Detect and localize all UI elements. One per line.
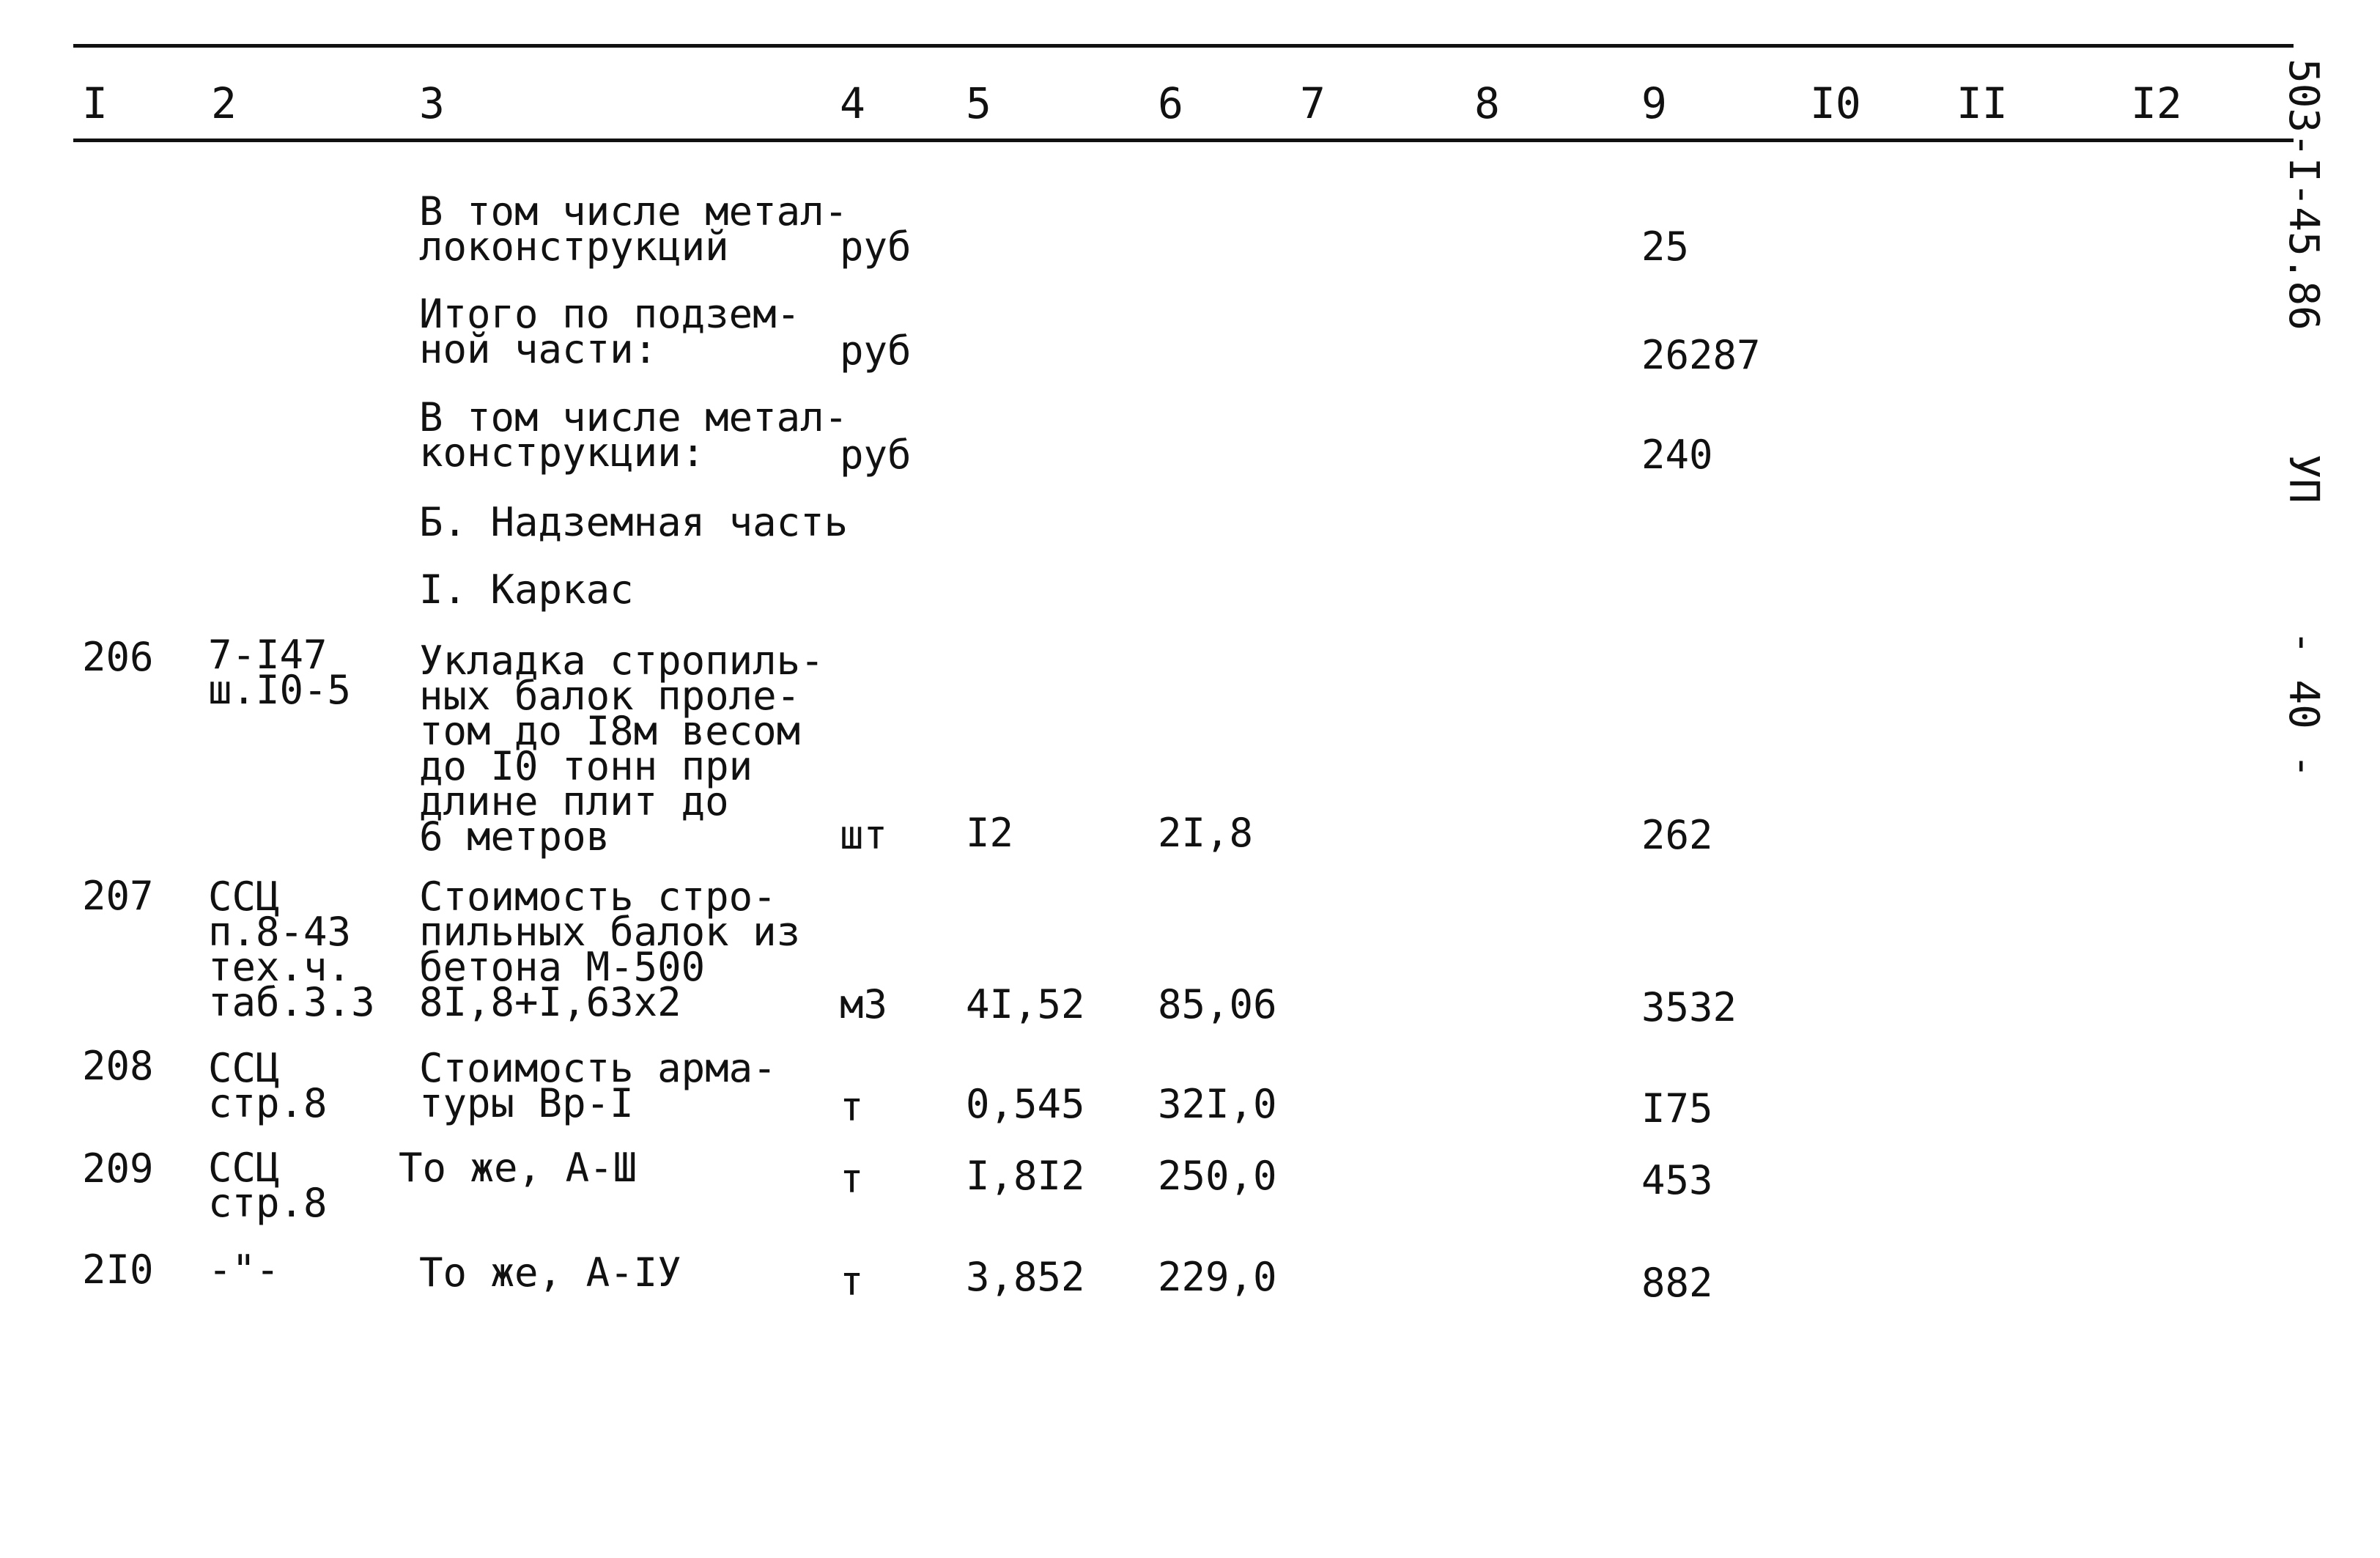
row-description: Стоимость стро- пильных балок из бетона М-500 8I,8+I,63х2: [419, 874, 801, 1025]
page-number: - 40 -: [2280, 630, 2327, 779]
col-header-11: II: [1956, 78, 2008, 128]
row-reference: ССЦ стр.8: [208, 1145, 328, 1226]
doc-code: 503-I-45.86: [2280, 59, 2327, 331]
row-unit: шт: [840, 812, 888, 858]
album-code: УП: [2280, 454, 2327, 503]
col-header-2: 2: [211, 78, 237, 128]
header-rule: [73, 139, 2294, 142]
section-heading: Б. Надземная часть: [419, 499, 849, 545]
row-unit: т: [840, 1084, 864, 1130]
row-unit: м3: [840, 981, 888, 1027]
row-total: 453: [1641, 1157, 1713, 1203]
row-number: 2I0: [82, 1247, 154, 1293]
summary-text: Итого по подзем- ной части:: [419, 291, 801, 372]
row-number: 207: [82, 873, 154, 919]
col-header-12: I2: [2131, 78, 2182, 128]
row-number: 206: [82, 634, 154, 680]
summary-text: В том числе метал- конструкции:: [419, 394, 849, 476]
row-quantity: 3,852: [966, 1254, 1085, 1300]
summary-unit: руб: [840, 328, 912, 374]
row-total: I75: [1641, 1085, 1713, 1131]
subsection-heading: I. Каркас: [419, 566, 634, 613]
summary-col9: 240: [1641, 432, 1713, 478]
row-total: 3532: [1641, 984, 1737, 1030]
top-rule: [73, 44, 2294, 48]
row-reference: ССЦ стр.8: [208, 1045, 328, 1126]
row-description: Укладка стропиль- ных балок проле- том до I8м весом до I0 тонн при длине плит до 6 метров: [419, 638, 824, 860]
row-total: 882: [1641, 1260, 1713, 1306]
row-unit: т: [840, 1258, 864, 1304]
row-reference: -"-: [208, 1247, 280, 1293]
row-description: Стоимость арма- туры Вр-I: [419, 1045, 777, 1126]
col-header-8: 8: [1474, 78, 1500, 128]
row-quantity: I2: [966, 810, 1014, 856]
row-description: То же, А-Ш: [399, 1145, 638, 1191]
row-unit-price: 32I,0: [1158, 1081, 1277, 1127]
row-unit: т: [840, 1156, 864, 1202]
row-unit-price: 2I,8: [1158, 810, 1254, 856]
row-unit-price: 85,06: [1158, 981, 1277, 1027]
col-header-1: I: [82, 78, 108, 128]
row-unit-price: 229,0: [1158, 1254, 1277, 1300]
col-header-10: I0: [1810, 78, 1861, 128]
row-description: То же, А-IУ: [419, 1249, 681, 1296]
col-header-5: 5: [966, 78, 991, 128]
row-total: 262: [1641, 812, 1713, 858]
col-header-3: 3: [419, 78, 445, 128]
summary-col9: 26287: [1641, 332, 1761, 378]
row-number: 208: [82, 1043, 154, 1089]
summary-unit: руб: [840, 432, 912, 478]
col-header-4: 4: [840, 78, 865, 128]
row-quantity: I,8I2: [966, 1153, 1085, 1199]
row-reference: 7-I47 ш.I0-5: [208, 632, 352, 713]
row-number: 209: [82, 1145, 154, 1192]
col-header-7: 7: [1300, 78, 1326, 128]
col-header-6: 6: [1158, 78, 1183, 128]
row-reference: ССЦ п.8-43 тех.ч. таб.3.3: [208, 874, 375, 1025]
row-unit-price: 250,0: [1158, 1153, 1277, 1199]
row-quantity: 4I,52: [966, 981, 1085, 1027]
row-quantity: 0,545: [966, 1081, 1085, 1127]
summary-unit: руб: [840, 224, 912, 270]
summary-col9: 25: [1641, 224, 1690, 270]
margin-doc-code: [2280, 59, 2327, 503]
summary-text: В том числе метал- локонструкций: [419, 188, 849, 270]
col-header-9: 9: [1641, 78, 1667, 128]
